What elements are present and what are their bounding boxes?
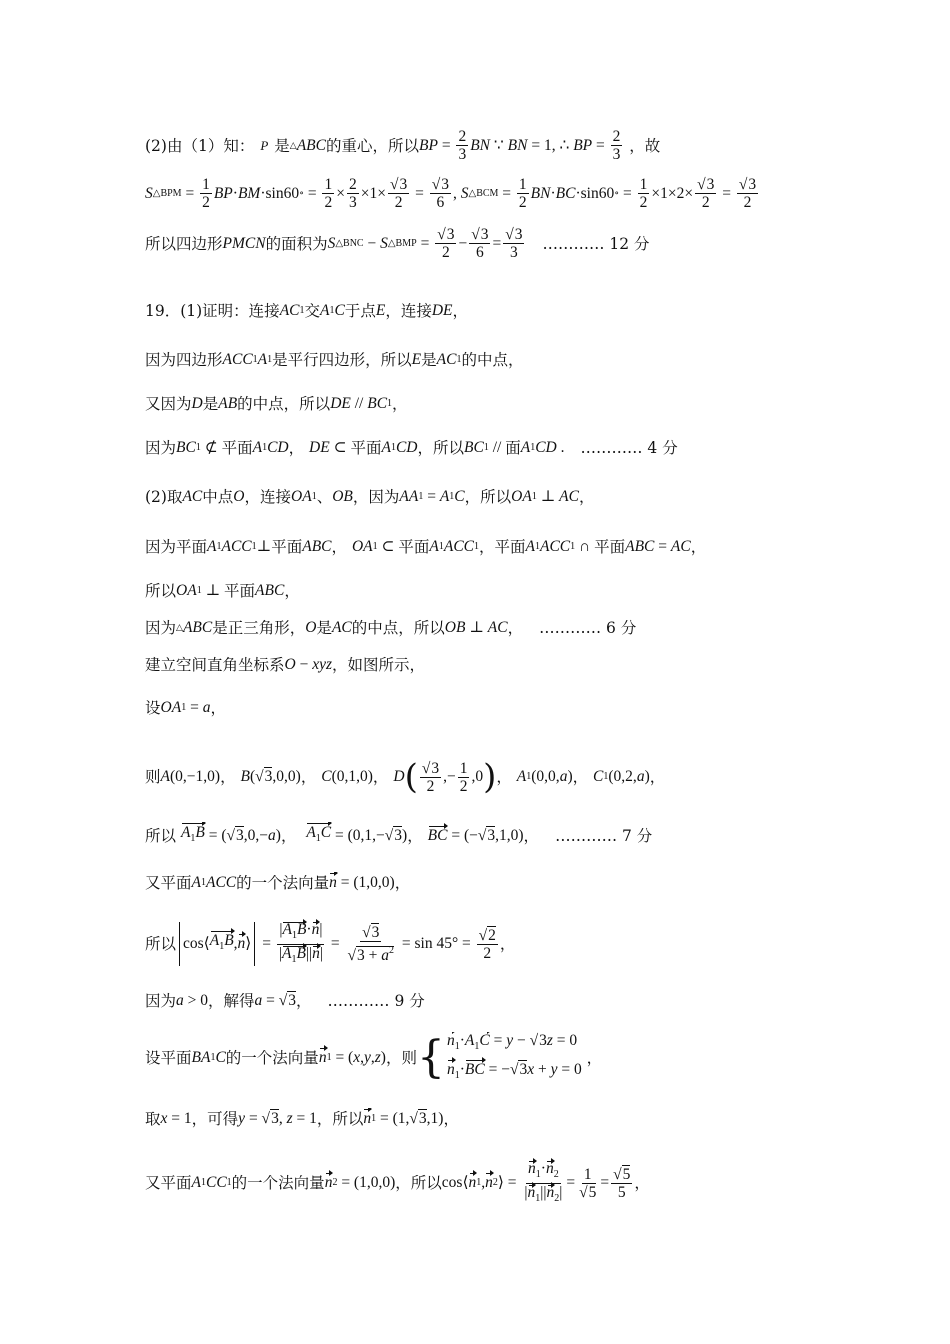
text-line: 所以 $A_1B$ = (√3,0,− a ) ， $A_1C$ = (0,1,−√3) ， BC = (−√3,1,0) ， ………… 7 分 — [145, 822, 935, 850]
text-line: 建立空间直角坐标系 O − xyz ，如图所示， — [145, 656, 426, 674]
vector-arrow-icon: n — [238, 933, 246, 955]
text-line: 所以 OA 1 ⊥ 平面 ABC ， — [145, 582, 300, 600]
vector-arrow-icon: n — [319, 1047, 327, 1069]
score-mark: ………… 7 分 — [555, 827, 653, 845]
vector-arrow-icon: $A_1C$ — [306, 822, 331, 850]
vector-arrow-icon: $A_1B$ — [181, 822, 205, 850]
text-line: 所以四边形 PMCN 的面积为 S △BNC − S △BMP = $\frac{√3}{2}$ − $\frac{√3}{6}$ = $\frac{√3}{3}$ ………… 12 分 — [145, 226, 650, 261]
vector-arrow-icon: n — [329, 872, 337, 894]
vector-arrow-icon: n — [363, 1108, 371, 1130]
vector-arrow-icon: BC — [428, 825, 448, 847]
score-mark: ………… 6 分 — [539, 619, 637, 637]
text-line: 因为 △ ABC 是正三角形， O 是 AC 的中点，所以 OB ⊥ AC ， ………… 6 分 — [145, 619, 637, 637]
text-line: 设平面 BA 1 C 的一个法向量 n 1 = ( x , y , z ) ，则 { $n_1\cdot A_1C = y - √3z = 0$ $n_1\cdot BC = -√3x + y = 0$ ， — [145, 1032, 603, 1083]
vector-arrow-icon: n — [325, 1172, 333, 1194]
text-line: 又因为 D 是 AB 的中点，所以 DE // BC 1 ， — [145, 395, 408, 413]
text-line: S △BPM = $\frac{1}{2}$ BP · BM ·sin60 ∘ = $\frac{1}{2}$ × $\frac{2}{3}$ ×1× $\frac{√3}{2}$ = $\frac{√3}{6}$ , S △BCM = $\frac{1}{2}$ BN · BC ·sin60 ∘ = $\frac{1}{2}$ ×1×2× $\frac{√3}{2}$ = $\frac{√3}{2}$ — [145, 176, 757, 211]
score-mark: ………… 9 分 — [327, 992, 425, 1010]
text-line: 因为 BC 1 ⊄ 平面 A 1 CD ， DE ⊂ 平面 A 1 CD ，所以 BC 1 // 面 A 1 CD . ………… 4 分 — [145, 439, 678, 457]
text-line: (2)取 AC 中点 O ，连接 OA 1 、 OB ，因为 AA 1 = A 1 C ，所以 OA 1 ⊥ AC ， — [145, 488, 595, 506]
text-line: 因为四边形 ACC 1 A 1 是平行四边形，所以 E 是 AC 1 的中点， — [145, 351, 524, 369]
text-line: 所以 cos⟨ $A_1B$ , n ⟩ = $\frac{|A_1B\cdot n|}{|A_1B||n|}$ = $\frac{√3}{√3 + a^2}$ = sin 45° = $\frac{√2}{2}$ ， — [145, 916, 935, 972]
text-line: 因为 a > 0 ，解得 a = √3 ， ………… 9 分 — [145, 992, 425, 1010]
text-line: 又平面 A 1 ACC 的一个法向量 n = (1,0,0) ， — [145, 874, 411, 892]
score-mark: ………… 12 分 — [542, 234, 650, 253]
text-line: 取 x = 1 ，可得 y = √3, z = 1 ，所以 n 1 = (1,√3,1) ， — [145, 1110, 459, 1128]
score-mark: ………… 4 分 — [580, 439, 678, 457]
vector-arrow-icon: $A_1B$ — [210, 930, 234, 958]
text-line: (2)由（1）知： P 是 △ ABC 的重心，所以 BP = $\frac{2}{3}$ BN ∵ BN = 1, ∴ BP = $\frac{2}{3}$ ，故 — [145, 128, 661, 163]
text-line: 设 OA 1 = a ， — [145, 699, 226, 717]
text-line: 又平面 A 1 CC 1 的一个法向量 n 2 = (1,0,0) ，所以 cos⟨ n 1 , n 2 ⟩ = $\frac{n_1\cdot n_2}{|n_1||n_2|}$ = $\frac{1}{√5}$ = $\frac{√5}{5}$ ， — [145, 1159, 650, 1204]
text-line: 则 A (0,−1,0) ， B (√3,0,0) ， C (0,1,0) ， D ( $\frac{√3}{2}$ ,− $\frac{1}{2}$ ,0 ) ， A 1 (0,0, a ) ， C 1 (0,2, a ) ， — [145, 760, 666, 794]
text-line: 因为平面 A 1 ACC 1 ⊥ 平面 ABC ， OA 1 ⊂ 平面 A 1 ACC 1 ，平面 A 1 ACC 1 ∩ 平面 ABC = AC ， — [145, 538, 707, 556]
text-line: 19．(1)证明：连接 AC 1 交 A 1 C 于点 E ，连接 DE ， — [145, 302, 469, 320]
